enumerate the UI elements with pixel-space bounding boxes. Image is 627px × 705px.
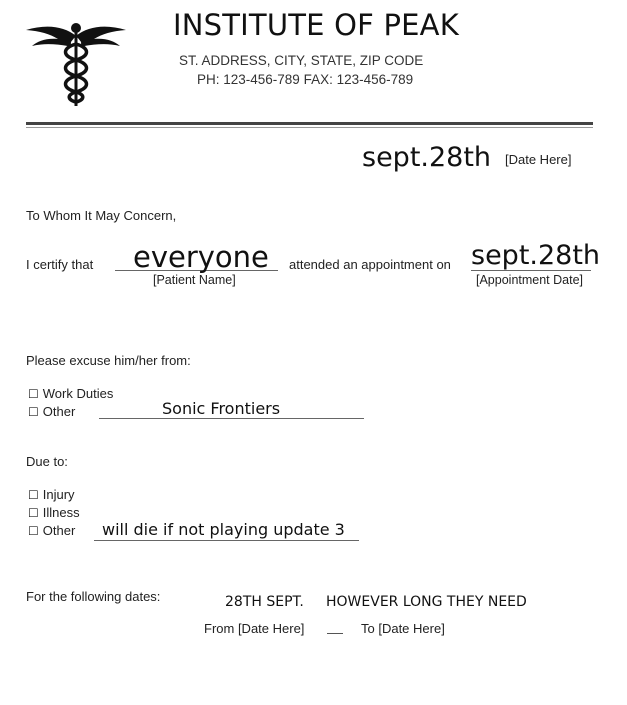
- checkbox-injury[interactable]: [28, 487, 75, 502]
- from-date-field[interactable]: 28TH SEPT.: [225, 594, 304, 610]
- to-date-placeholder: To [Date Here]: [361, 621, 445, 636]
- date-handwritten[interactable]: sept.28th: [362, 142, 492, 173]
- header-divider-thin: [26, 127, 593, 128]
- patient-name-placeholder: [Patient Name]: [153, 273, 236, 287]
- checkbox-icon[interactable]: ☐: [28, 506, 39, 520]
- checkbox-label: Other: [42, 523, 76, 538]
- checkbox-illness[interactable]: [28, 505, 80, 520]
- checkbox-icon[interactable]: ☐: [28, 387, 39, 401]
- checkbox-label: Illness: [42, 505, 80, 520]
- appointment-date-placeholder: [Appointment Date]: [476, 273, 584, 287]
- date-placeholder: [Date Here]: [505, 152, 572, 167]
- header-divider: [26, 122, 593, 125]
- institute-address: ST. ADDRESS, CITY, STATE, ZIP CODE: [179, 53, 424, 68]
- checkbox-work-duties[interactable]: [28, 386, 113, 401]
- patient-name-field[interactable]: everyone: [133, 240, 269, 274]
- checkbox-icon[interactable]: ☐: [28, 405, 39, 419]
- due-other-line: [94, 540, 359, 541]
- checkbox-label: Injury: [42, 487, 75, 502]
- institute-contact: PH: 123-456-789 FAX: 123-456-789: [197, 72, 414, 87]
- checkbox-icon[interactable]: ☐: [28, 524, 39, 538]
- appointment-date-field[interactable]: sept.28th: [471, 240, 601, 271]
- institute-name: INSTITUTE OF PEAK: [173, 8, 459, 42]
- from-date-placeholder: From [Date Here]: [204, 621, 305, 636]
- due-other-field[interactable]: will die if not playing update 3: [102, 520, 345, 539]
- checkbox-excuse-other[interactable]: [28, 404, 75, 419]
- excuse-other-line: [99, 418, 364, 419]
- checkbox-label: Work Duties: [42, 386, 114, 401]
- caduceus-icon: [24, 14, 128, 110]
- excuse-heading: Please excuse him/her from:: [26, 353, 191, 368]
- dates-heading: For the following dates:: [26, 589, 161, 604]
- attended-text: attended an appointment on: [289, 257, 451, 272]
- checkbox-due-other[interactable]: [28, 523, 75, 538]
- certify-prefix: I certify that: [26, 257, 94, 272]
- salutation: To Whom It May Concern,: [26, 208, 177, 223]
- date-range-dash: [327, 633, 343, 634]
- excuse-other-field[interactable]: Sonic Frontiers: [162, 399, 281, 418]
- due-to-heading: Due to:: [26, 454, 68, 469]
- checkbox-icon[interactable]: ☐: [28, 488, 39, 502]
- checkbox-label: Other: [42, 404, 76, 419]
- to-date-field[interactable]: HOWEVER LONG THEY NEED: [326, 594, 527, 610]
